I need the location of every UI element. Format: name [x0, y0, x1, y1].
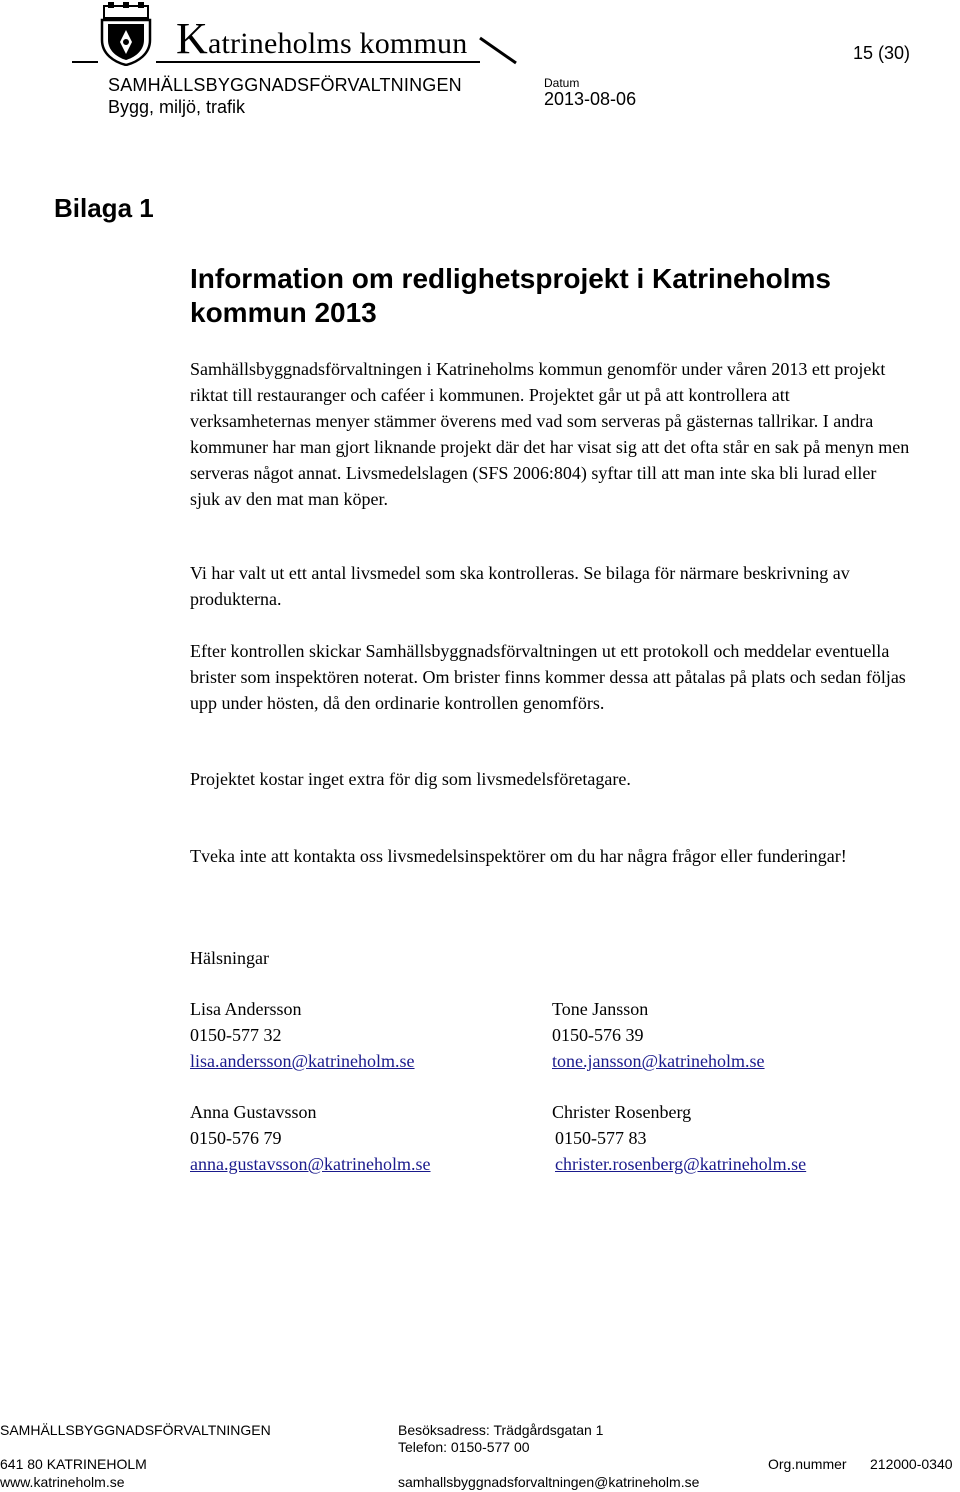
contact-card [552, 996, 765, 1074]
contact-card [190, 996, 415, 1074]
paragraph-selection: Vi har valt ut ett antal livsmedel som ska kontrolleras. Se bilaga för närmare beskrivning av produkterna. [190, 563, 850, 609]
date-value: 2013-08-06 [544, 89, 637, 109]
contact-name: Christer Rosenberg [552, 1102, 692, 1122]
page-number: 15 (30) [852, 43, 910, 63]
footer-email-link[interactable]: samhallsbyggnadsforvaltningen@katrineholm.se [398, 1474, 700, 1490]
header-unit: Bygg, miljö, trafik [108, 97, 246, 117]
document-title: Information om redlighetsprojekt i Katrineholms kommun 2013 [190, 263, 831, 328]
contact-email-link[interactable]: tone.jansson@katrineholm.se [552, 1051, 765, 1071]
contact-name: Lisa Andersson [190, 999, 302, 1019]
attachment-label: Bilaga 1 [54, 193, 154, 223]
paragraph-contact: Tveka inte att kontakta oss livsmedelsinspektörer om du har några frågor eller funderingar! [190, 846, 847, 866]
footer-org-number-label: Org.nummer [768, 1456, 847, 1472]
greeting: Hälsningar [190, 948, 269, 968]
paragraph-cost: Projektet kostar inget extra för dig som livsmedelsföretagare. [190, 769, 631, 789]
contact-phone: 0150-577 83 [555, 1128, 647, 1148]
footer-phone: Telefon: 0150-577 00 [398, 1439, 530, 1455]
footer-visiting-address: Besöksadress: Trädgårdsgatan 1 [398, 1422, 604, 1438]
paragraph-intro: Samhällsbyggnadsförvaltningen i Katrineholms kommun genomför under våren 2013 ett projekt riktat till restauranger och caféer i kommunen. Projektet går ut på att kontrollera att verksamheternas menyer stämmer överens med vad som serveras på gästernas tallrikar. I andra kommuner har man gjort liknande projekt där det har visat sig att det ofta står en sak på menyn men serveras något annat. Livsmedelslagen (SFS 2006:804) syftar till att man inte ska bli lurad eller sjuk av den mat man köper. [190, 359, 910, 509]
paragraph-followup: Efter kontrollen skickar Samhällsbyggnadsförvaltningen ut ett protokoll och meddelar eventuella brister som inspektören noterat. Om brister finns kommer dessa att påtalas på plats och sedan följas upp under hösten, då den ordinarie kontrollen genomförs. [190, 641, 906, 713]
contact-card [190, 1099, 431, 1177]
footer-org-number: 212000-0340 [870, 1456, 953, 1472]
logo-name: atrineholms kommun [207, 27, 468, 60]
contact-name: Tone Jansson [552, 999, 649, 1019]
contact-name: Anna Gustavsson [190, 1102, 317, 1122]
contact-phone: 0150-576 39 [552, 1025, 644, 1045]
contact-phone: 0150-576 79 [190, 1128, 282, 1148]
logo-rule-left [72, 61, 98, 63]
municipality-logo-text [176, 14, 468, 63]
contact-phone: 0150-577 32 [190, 1025, 282, 1045]
footer-website-link[interactable]: www.katrineholm.se [0, 1474, 125, 1490]
contact-email-link[interactable]: anna.gustavsson@katrineholm.se [190, 1154, 431, 1174]
header-department: SAMHÄLLSBYGGNADSFÖRVALTNINGEN [108, 75, 462, 95]
footer-postal-address: 641 80 KATRINEHOLM [0, 1456, 147, 1472]
coat-of-arms-icon [98, 2, 154, 66]
contact-card [552, 1099, 806, 1177]
contact-email-link[interactable]: lisa.andersson@katrineholm.se [190, 1051, 415, 1071]
logo-initial: K [176, 14, 208, 63]
date-label: Datum [544, 76, 580, 90]
contact-email-link[interactable]: christer.rosenberg@katrineholm.se [555, 1154, 807, 1174]
logo-slash-mark [478, 36, 520, 66]
footer-department: SAMHÄLLSBYGGNADSFÖRVALTNINGEN [0, 1422, 271, 1438]
